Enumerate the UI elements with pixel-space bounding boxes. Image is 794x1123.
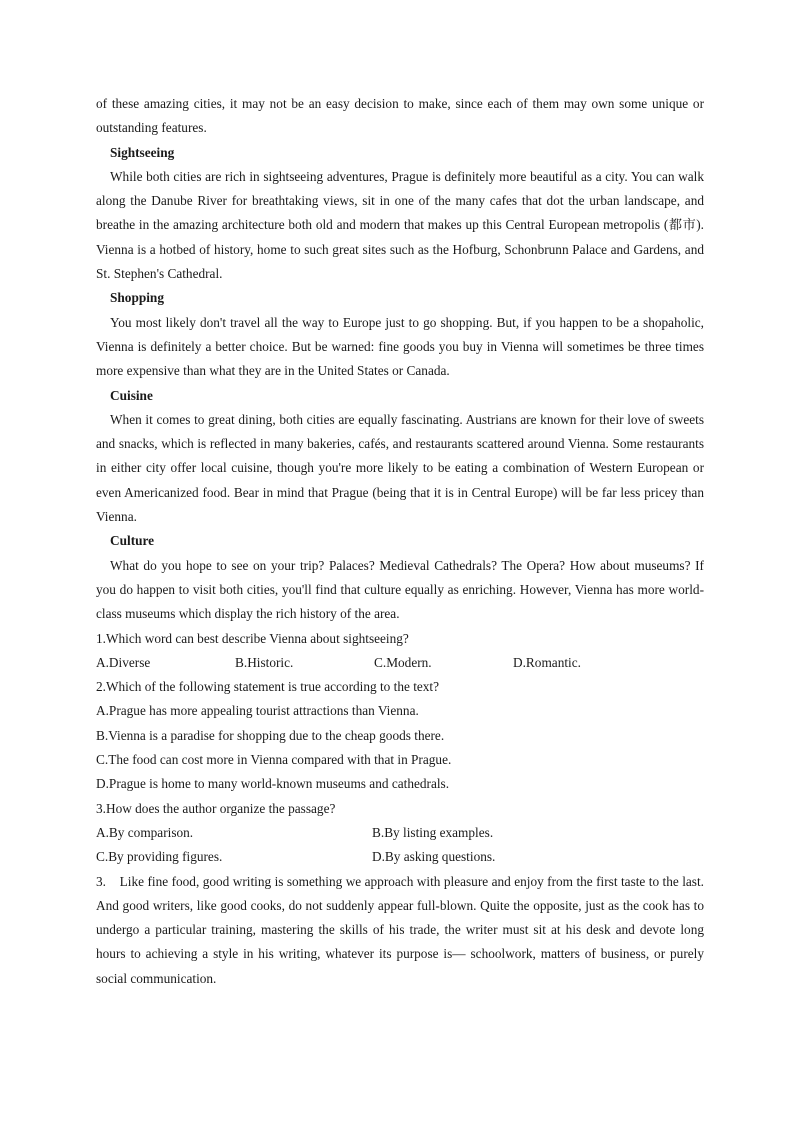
question-2 <box>96 675 704 796</box>
question-stem: 1.Which word can best describe Vienna about sightseeing? <box>96 630 409 646</box>
option-a: A.Diverse <box>96 654 151 670</box>
section-heading: Sightseeing <box>110 144 175 160</box>
option-c: C.By providing figures. <box>96 849 223 865</box>
section-culture <box>96 529 704 626</box>
option-b: B.Vienna is a paradise for shopping due to the cheap goods there. <box>96 727 445 743</box>
section-text: While both cities are rich in sightseeing adventures, Prague is definitely more beautiful as a city. You can walk along the Danube River for breathtaking views, sit in one of the many cafes that dot the urban landscape, and breathe in the amazing architecture both old and modern that makes up this Central European metropolis (都市). Vienna is a hotbed of history, home to such great sites such as the Hofburg, Schonbrunn Palace and Gardens, and St. Stephen's Cathedral. <box>96 168 704 282</box>
section-heading: Culture <box>110 533 155 549</box>
option-d: D.By asking questions. <box>372 849 496 865</box>
option-row <box>96 651 704 675</box>
option-c: C.Modern. <box>374 654 432 670</box>
section-text: What do you hope to see on your trip? Palaces? Medieval Cathedrals? The Opera? How about museums? If you do happen to visit both cities, you'll find that culture equally as enriching. However, Vienna has more world-class museums which display the rich history of the area. <box>96 557 704 622</box>
section-text: When it comes to great dining, both cities are equally fascinating. Austrians are known for their love of sweets and snacks, which is reflected in many bakeries, cafés, and restaurants scattered around Vienna. Some restaurants in either city offer local cuisine, though you're more likely to be eating a combination of Western European or even Americanized food. Bear in mind that Prague (being that it is in Central Europe) will be far less pricey than Vienna. <box>96 411 704 525</box>
option-b: B.Historic. <box>235 654 294 670</box>
option-a: A.By comparison. <box>96 824 194 840</box>
section-heading: Cuisine <box>110 387 153 403</box>
section-heading: Shopping <box>110 290 164 306</box>
question-1 <box>96 627 704 676</box>
section-cuisine <box>96 384 704 530</box>
option-row <box>96 821 704 845</box>
section-shopping <box>96 286 704 383</box>
next-passage: 3. Like fine food, good writing is something we approach with pleasure and enjoy from the first taste to the last. And good writers, like good cooks, do not suddenly appear full-blown. Quite the opposite, just as the cook has to undergo a particular training, mastering the skills of his trade, the writer must sit at his desk and devote long hours to achieving a style in his writing, whatever its purpose is— schoolwork, matters of business, or purely social communication. <box>96 873 704 986</box>
option-row <box>96 845 704 869</box>
passage-intro: of these amazing cities, it may not be an easy decision to make, since each of them may own some unique or outstanding features. <box>96 96 704 136</box>
option-a: A.Prague has more appealing tourist attractions than Vienna. <box>96 703 419 719</box>
question-stem: 3.How does the author organize the passage? <box>96 800 336 816</box>
option-c: C.The food can cost more in Vienna compared with that in Prague. <box>96 752 452 768</box>
section-text: You most likely don't travel all the way to Europe just to go shopping. But, if you happen to be a shopaholic, Vienna is definitely a better choice. But be warned: fine goods you buy in Vienna will sometimes be three times more expensive than what they are in the United States or Canada. <box>96 314 704 379</box>
question-stem: 2.Which of the following statement is true according to the text? <box>96 679 440 695</box>
option-d: D.Prague is home to many world-known museums and cathedrals. <box>96 776 450 792</box>
question-3 <box>96 797 704 870</box>
section-sightseeing <box>96 141 704 287</box>
option-b: B.By listing examples. <box>372 824 494 840</box>
option-d: D.Romantic. <box>513 654 581 670</box>
